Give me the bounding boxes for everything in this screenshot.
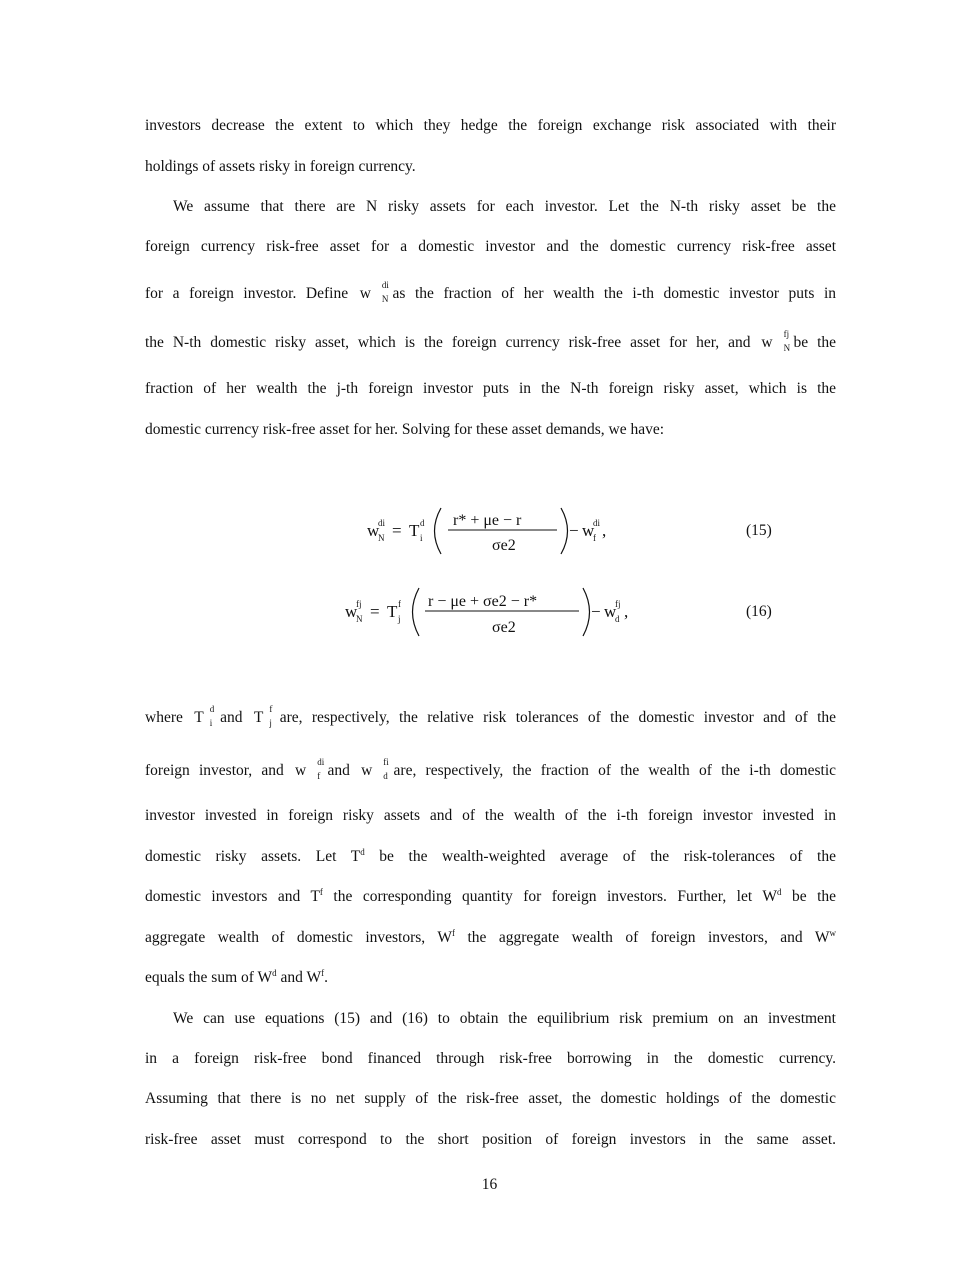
right-paren [583,588,590,636]
svg-text:di: di [593,518,601,528]
right-paren [561,508,568,554]
equation-number: (16) [746,603,772,620]
svg-text:−: − [569,521,579,540]
svg-text:i: i [420,533,423,543]
svg-text:N: N [378,533,385,543]
equation-16 [145,578,836,648]
svg-text:T: T [387,602,398,621]
svg-text:d: d [615,614,620,624]
svg-text:j: j [398,614,401,624]
left-paren [413,588,420,636]
equation-15-graphic [145,500,836,570]
svg-text:w: w [604,602,617,621]
text-line-with-symbol: for a foreign investor. Define w di N as the fraction of her wealth the i-th domestic investor puts in [145,280,837,304]
text-line: Assuming that there is no net supply of the risk-free asset, the domestic holdings of the domestic [145,1090,836,1107]
text-line: We can use equations (15) and (16) to obtain the equilibrium risk premium on an investment [173,1010,836,1027]
svg-text:,: , [602,521,607,540]
text-line: investors decrease the extent to which they hedge the foreign exchange risk associated with their [145,117,836,134]
equation-15 [145,500,836,570]
page-number: 16 [481,1176,498,1193]
svg-text:,: , [624,602,629,621]
svg-text:w: w [345,602,358,621]
text-line: aggregate wealth of domestic investors, $W^f$ the aggregate wealth of foreign investors, and $W^w$ [145,928,837,946]
svg-text:f: f [398,599,401,609]
text-line: fraction of her wealth the j-th foreign investor puts in the N-th foreign risky asset, which is the [145,380,836,397]
text-line: foreign currency risk-free asset for a domestic investor and the domestic currency risk-free asset [145,238,836,255]
text-line: investor invested in foreign risky assets and of the wealth of the i-th foreign investor invested in [145,807,836,824]
symbol-w-fj-N: w fj N [761,329,791,353]
text-line: We assume that there are N risky assets for each investor. Let the N-th risky asset be the [173,198,836,215]
text-line-with-symbol: foreign investor, and w di f and w fi d are, respectively, the fraction of the wealth of the i-th domestic [145,757,836,781]
svg-text:r* + μe − r: r* + μe − r [453,512,522,529]
svg-text:fj: fj [356,599,362,609]
symbol-T-f-j: T f j [253,704,273,728]
svg-text:d: d [420,518,425,528]
symbol-w-di-N: w di N [359,280,389,304]
left-paren [435,508,442,554]
svg-text:r − μe + σe2 − r*: r − μe + σe2 − r* [428,593,538,610]
text-line: equals the sum of $W^d$ and $W^f$. [145,968,328,986]
svg-text:=: = [392,521,402,540]
text-line: domestic investors and $T^f$ the corresponding quantity for foreign investors. Further, let $W^d$ be the [145,887,837,905]
svg-text:N: N [356,614,363,624]
equation-16-graphic [145,578,836,648]
text-line-with-symbol: the N-th domestic risky asset, which is the foreign currency risk-free asset for her, and w fj N be the [145,329,837,353]
text-line: domestic currency risk-free asset for her. Solving for these asset demands, we have: [145,421,665,438]
svg-text:=: = [370,602,380,621]
svg-text:w: w [582,521,595,540]
text-line: in a foreign risk-free bond financed through risk-free borrowing in the domestic currency. [145,1050,836,1067]
svg-text:−: − [591,602,601,621]
equation-number: (15) [746,522,772,539]
svg-text:f: f [593,533,596,543]
svg-text:σe2: σe2 [492,619,516,636]
svg-text:di: di [378,518,386,528]
svg-text:w: w [367,521,380,540]
symbol-w-fi-d: w fi d [361,757,389,781]
symbol-T-d-i: T d i [194,704,215,728]
svg-text:T: T [409,521,420,540]
svg-text:fj: fj [615,599,621,609]
text-line: risk-free asset must correspond to the short position of foreign investors in the same asset. [145,1131,836,1148]
symbol-w-di-f: w di f [295,757,325,781]
text-line-with-symbol: where T d i and T f j are, respectively, the relative risk tolerances of the domestic investor and of the [145,704,837,728]
svg-text:σe2: σe2 [492,537,516,554]
text-line: domestic risky assets. Let $T^d$ be the wealth-weighted average of the risk-tolerances of the [145,847,836,865]
text-line: holdings of assets risky in foreign currency. [145,158,416,175]
